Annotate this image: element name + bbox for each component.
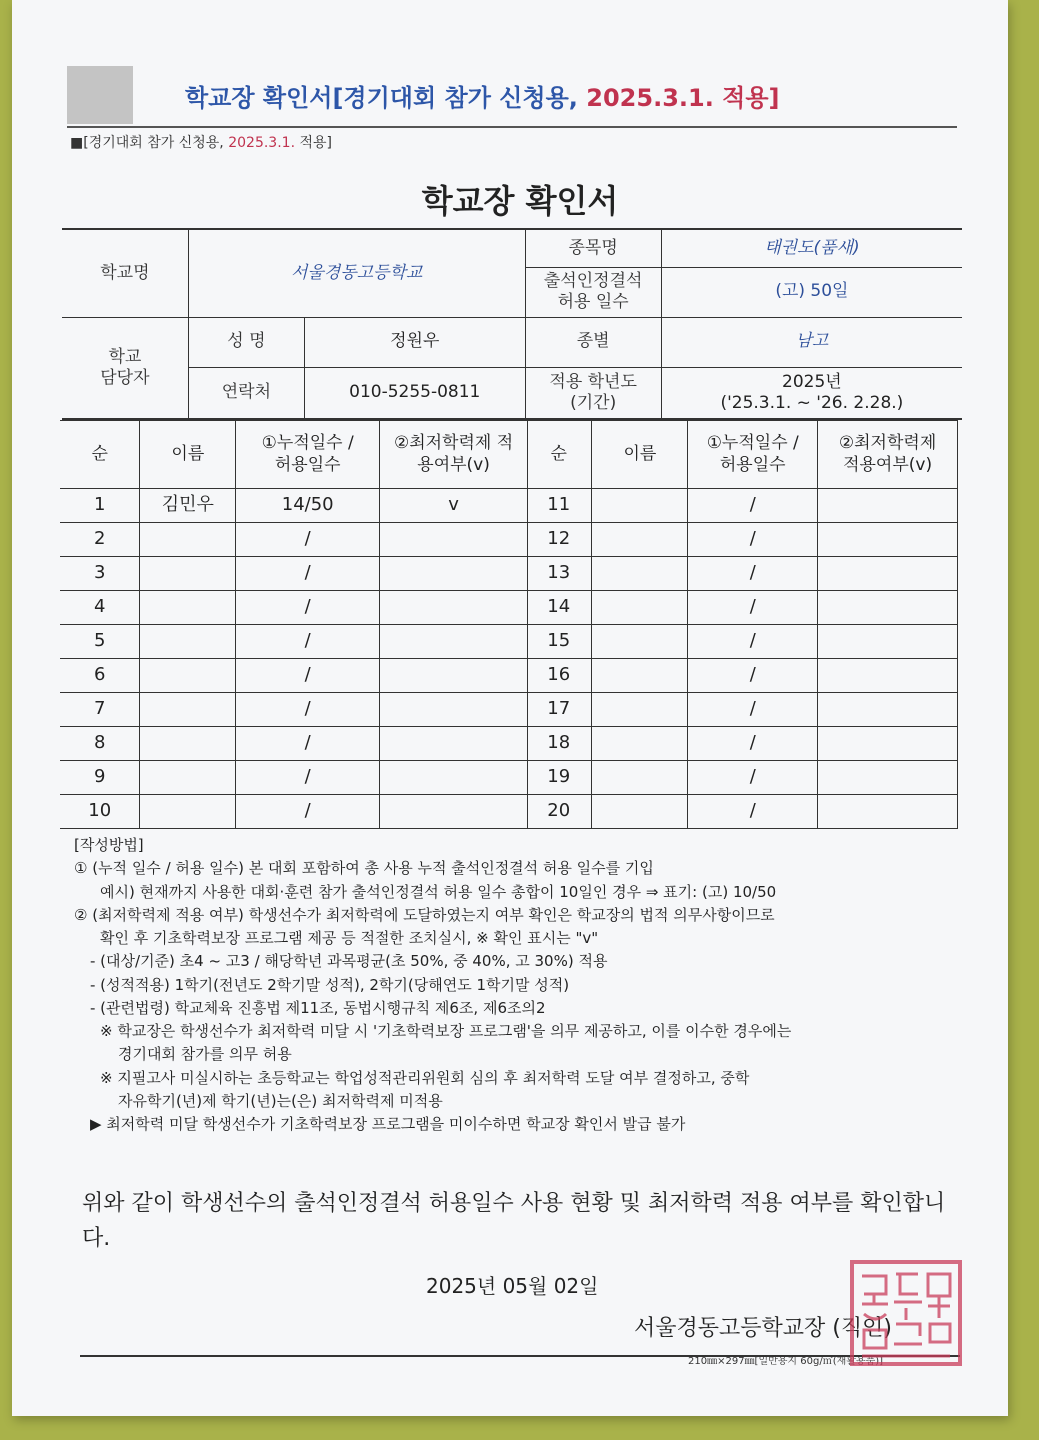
row-number: 9 — [60, 761, 140, 795]
year-label: 적용 학년도 (기간) — [525, 367, 661, 419]
row-number: 8 — [60, 727, 140, 761]
roster-table-right — [526, 420, 958, 829]
instruction-line: - (관련법령) 학교체육 진흥법 제11조, 동법시행규칙 제6조, 제6조의2 — [90, 998, 546, 1017]
roster-header-cell: ②최저학력제 적용여부(v) — [818, 421, 958, 489]
category-value: 남고 — [661, 317, 962, 367]
row-number: 1 — [60, 489, 140, 523]
category-label: 종별 — [525, 317, 661, 367]
student-name — [592, 727, 688, 761]
student-name — [592, 659, 688, 693]
student-name — [140, 591, 236, 625]
table-row — [526, 693, 958, 727]
student-name — [140, 523, 236, 557]
days-used: / — [236, 761, 380, 795]
min-achievement-check — [380, 591, 528, 625]
row-number: 10 — [60, 795, 140, 829]
min-achievement-check — [818, 591, 958, 625]
roster-header-cell: 순 — [60, 421, 140, 489]
table-row — [60, 591, 528, 625]
contact-value: 010-5255-0811 — [305, 367, 525, 419]
name-label: 성 명 — [188, 317, 304, 367]
row-number: 19 — [526, 761, 592, 795]
days-used: / — [236, 523, 380, 557]
days-used: / — [236, 727, 380, 761]
row-number: 13 — [526, 557, 592, 591]
instruction-line: - (성적적용) 1학기(전년도 2학기말 성적), 2학기(당해연도 1학기말 성적) — [90, 975, 570, 994]
min-achievement-check — [818, 489, 958, 523]
closing-statement: 위와 같이 학생선수의 출석인정결석 허용일수 사용 현황 및 최저학력 적용 여부를 확인합니다. — [82, 1191, 946, 1252]
min-achievement-check — [818, 795, 958, 829]
student-name — [592, 489, 688, 523]
table-row — [526, 523, 958, 557]
school-value: 서울경동고등학교 — [188, 229, 525, 317]
table-row — [60, 761, 528, 795]
sub-header: ■[경기대회 참가 신청용, 2025.3.1. 적용] — [70, 135, 332, 151]
instruction-line: 자유학기(년)제 학기(년)는(은) 최저학력제 미적용 — [118, 1091, 443, 1110]
days-used: / — [688, 659, 818, 693]
name-value: 정원우 — [305, 317, 525, 367]
days-used: / — [236, 557, 380, 591]
student-name — [592, 557, 688, 591]
days-used: / — [688, 625, 818, 659]
row-number: 5 — [60, 625, 140, 659]
roster-header-cell: 이름 — [592, 421, 688, 489]
roster-header-cell: ①누적일수 / 허용일수 — [236, 421, 380, 489]
allowance-label: 출석인정결석 허용 일수 — [525, 267, 661, 317]
min-achievement-check — [380, 625, 528, 659]
min-achievement-check — [818, 693, 958, 727]
student-name — [140, 727, 236, 761]
row-number: 14 — [526, 591, 592, 625]
instruction-line: 예시) 현재까지 사용한 대회·훈련 참가 출석인정결석 허용 일수 총합이 10일인 경우 ⇒ 표기: (고) 10/50 — [100, 882, 777, 901]
instruction-line: 확인 후 기초학력보장 프로그램 제공 등 적절한 조치실시, ※ 확인 표시는 "v" — [100, 929, 599, 947]
min-achievement-check — [818, 727, 958, 761]
days-used: / — [688, 523, 818, 557]
table-row — [60, 557, 528, 591]
issue-date: 2025년 05월 02일 — [426, 1274, 599, 1298]
min-achievement-check: v — [380, 489, 528, 523]
table-row — [60, 795, 528, 829]
roster-header-row — [60, 421, 528, 489]
min-achievement-check — [380, 761, 528, 795]
days-used: / — [236, 625, 380, 659]
header-title: 학교장 확인서[경기대회 참가 신청용, 2025.3.1. 적용] — [185, 84, 780, 112]
table-row — [526, 727, 958, 761]
student-name: 김민우 — [140, 489, 236, 523]
min-achievement-check — [380, 659, 528, 693]
official-seal-stamp — [850, 1260, 962, 1366]
table-row — [60, 625, 528, 659]
days-used: / — [688, 591, 818, 625]
roster-table-left — [60, 420, 528, 829]
min-achievement-check — [818, 523, 958, 557]
row-number: 12 — [526, 523, 592, 557]
student-name — [140, 693, 236, 727]
info-table — [62, 228, 962, 420]
seal-glyphs — [854, 1264, 958, 1362]
days-used: / — [236, 693, 380, 727]
min-achievement-check — [380, 727, 528, 761]
instructions — [74, 834, 954, 1136]
instruction-line: ※ 학교장은 학생선수가 최저학력 미달 시 '기초학력보장 프로그램'을 의무 제공하고, 이를 이수한 경우에는 — [100, 1022, 792, 1040]
min-achievement-check — [380, 523, 528, 557]
days-used: / — [688, 693, 818, 727]
school-label: 학교명 — [62, 229, 188, 317]
instruction-line: - (대상/기준) 초4 ~ 고3 / 해당학년 과목평균(초 50%, 중 40%, 고 30%) 적용 — [90, 952, 608, 971]
table-row — [526, 557, 958, 591]
row-number: 18 — [526, 727, 592, 761]
roster-header-row — [526, 421, 958, 489]
roster-header-cell: ②최저학력제 적 용여부(v) — [380, 421, 528, 489]
roster-header-cell: ①누적일수 / 허용일수 — [688, 421, 818, 489]
document-header — [67, 62, 957, 128]
paper-spec: 210㎜×297㎜[일반용지 60g/㎡(재활용품)] — [688, 1356, 884, 1367]
roster-header-cell: 순 — [526, 421, 592, 489]
days-used: / — [688, 761, 818, 795]
staff-label: 학교 담당자 — [62, 317, 188, 419]
min-achievement-check — [380, 795, 528, 829]
student-name — [140, 557, 236, 591]
table-row — [60, 489, 528, 523]
min-achievement-check — [380, 693, 528, 727]
days-used: / — [688, 489, 818, 523]
student-name — [592, 693, 688, 727]
header-grey-block — [67, 66, 133, 124]
row-number: 15 — [526, 625, 592, 659]
document-paper — [12, 0, 1008, 1416]
instructions-heading: [작성방법] — [74, 836, 144, 854]
row-number: 20 — [526, 795, 592, 829]
table-row — [526, 761, 958, 795]
days-used: / — [688, 727, 818, 761]
table-row — [60, 523, 528, 557]
table-row — [60, 693, 528, 727]
event-value: 태권도(품새) — [661, 229, 962, 267]
year-value: 2025년 ('25.3.1. ~ '26. 2.28.) — [661, 367, 962, 419]
days-used: / — [688, 557, 818, 591]
row-number: 16 — [526, 659, 592, 693]
student-name — [140, 795, 236, 829]
min-achievement-check — [818, 659, 958, 693]
contact-label: 연락처 — [188, 367, 304, 419]
days-used: / — [688, 795, 818, 829]
table-row — [526, 489, 958, 523]
table-row — [526, 795, 958, 829]
student-name — [140, 625, 236, 659]
days-used: / — [236, 659, 380, 693]
student-name — [592, 625, 688, 659]
document-title: 학교장 확인서 — [421, 182, 619, 220]
min-achievement-check — [380, 557, 528, 591]
row-number: 4 — [60, 591, 140, 625]
instruction-line: 경기대회 참가를 의무 허용 — [118, 1045, 292, 1064]
days-used: 14/50 — [236, 489, 380, 523]
instruction-line: ② (최저학력제 적용 여부) 학생선수가 최저학력에 도달하였는지 여부 확인은 학교장의 법적 의무사항이므로 — [74, 905, 775, 924]
signer: 서울경동고등학교장 (직인) — [634, 1316, 892, 1341]
row-number: 11 — [526, 489, 592, 523]
allowance-value: (고) 50일 — [661, 267, 962, 317]
event-label: 종목명 — [525, 229, 661, 267]
roster-header-cell: 이름 — [140, 421, 236, 489]
student-name — [140, 761, 236, 795]
min-achievement-check — [818, 625, 958, 659]
table-row — [60, 659, 528, 693]
student-name — [592, 761, 688, 795]
row-number: 6 — [60, 659, 140, 693]
student-name — [592, 591, 688, 625]
days-used: / — [236, 591, 380, 625]
instruction-line: ① (누적 일수 / 허용 일수) 본 대회 포함하여 총 사용 누적 출석인정결석 허용 일수를 기입 — [74, 859, 654, 878]
table-row — [526, 625, 958, 659]
table-row — [526, 659, 958, 693]
student-name — [140, 659, 236, 693]
instruction-line: ▶ 최저학력 미달 학생선수가 기초학력보장 프로그램을 미이수하면 학교장 확인서 발급 불가 — [90, 1115, 686, 1133]
row-number: 7 — [60, 693, 140, 727]
days-used: / — [236, 795, 380, 829]
table-row — [526, 591, 958, 625]
min-achievement-check — [818, 557, 958, 591]
table-row — [60, 727, 528, 761]
student-name — [592, 795, 688, 829]
row-number: 2 — [60, 523, 140, 557]
row-number: 17 — [526, 693, 592, 727]
row-number: 3 — [60, 557, 140, 591]
min-achievement-check — [818, 761, 958, 795]
header-title-date: 2025.3.1. 적용] — [586, 84, 780, 112]
student-name — [592, 523, 688, 557]
instruction-line: ※ 지필고사 미실시하는 초등학교는 학업성적관리위원회 심의 후 최저학력 도달 여부 결정하고, 중학 — [100, 1068, 750, 1087]
